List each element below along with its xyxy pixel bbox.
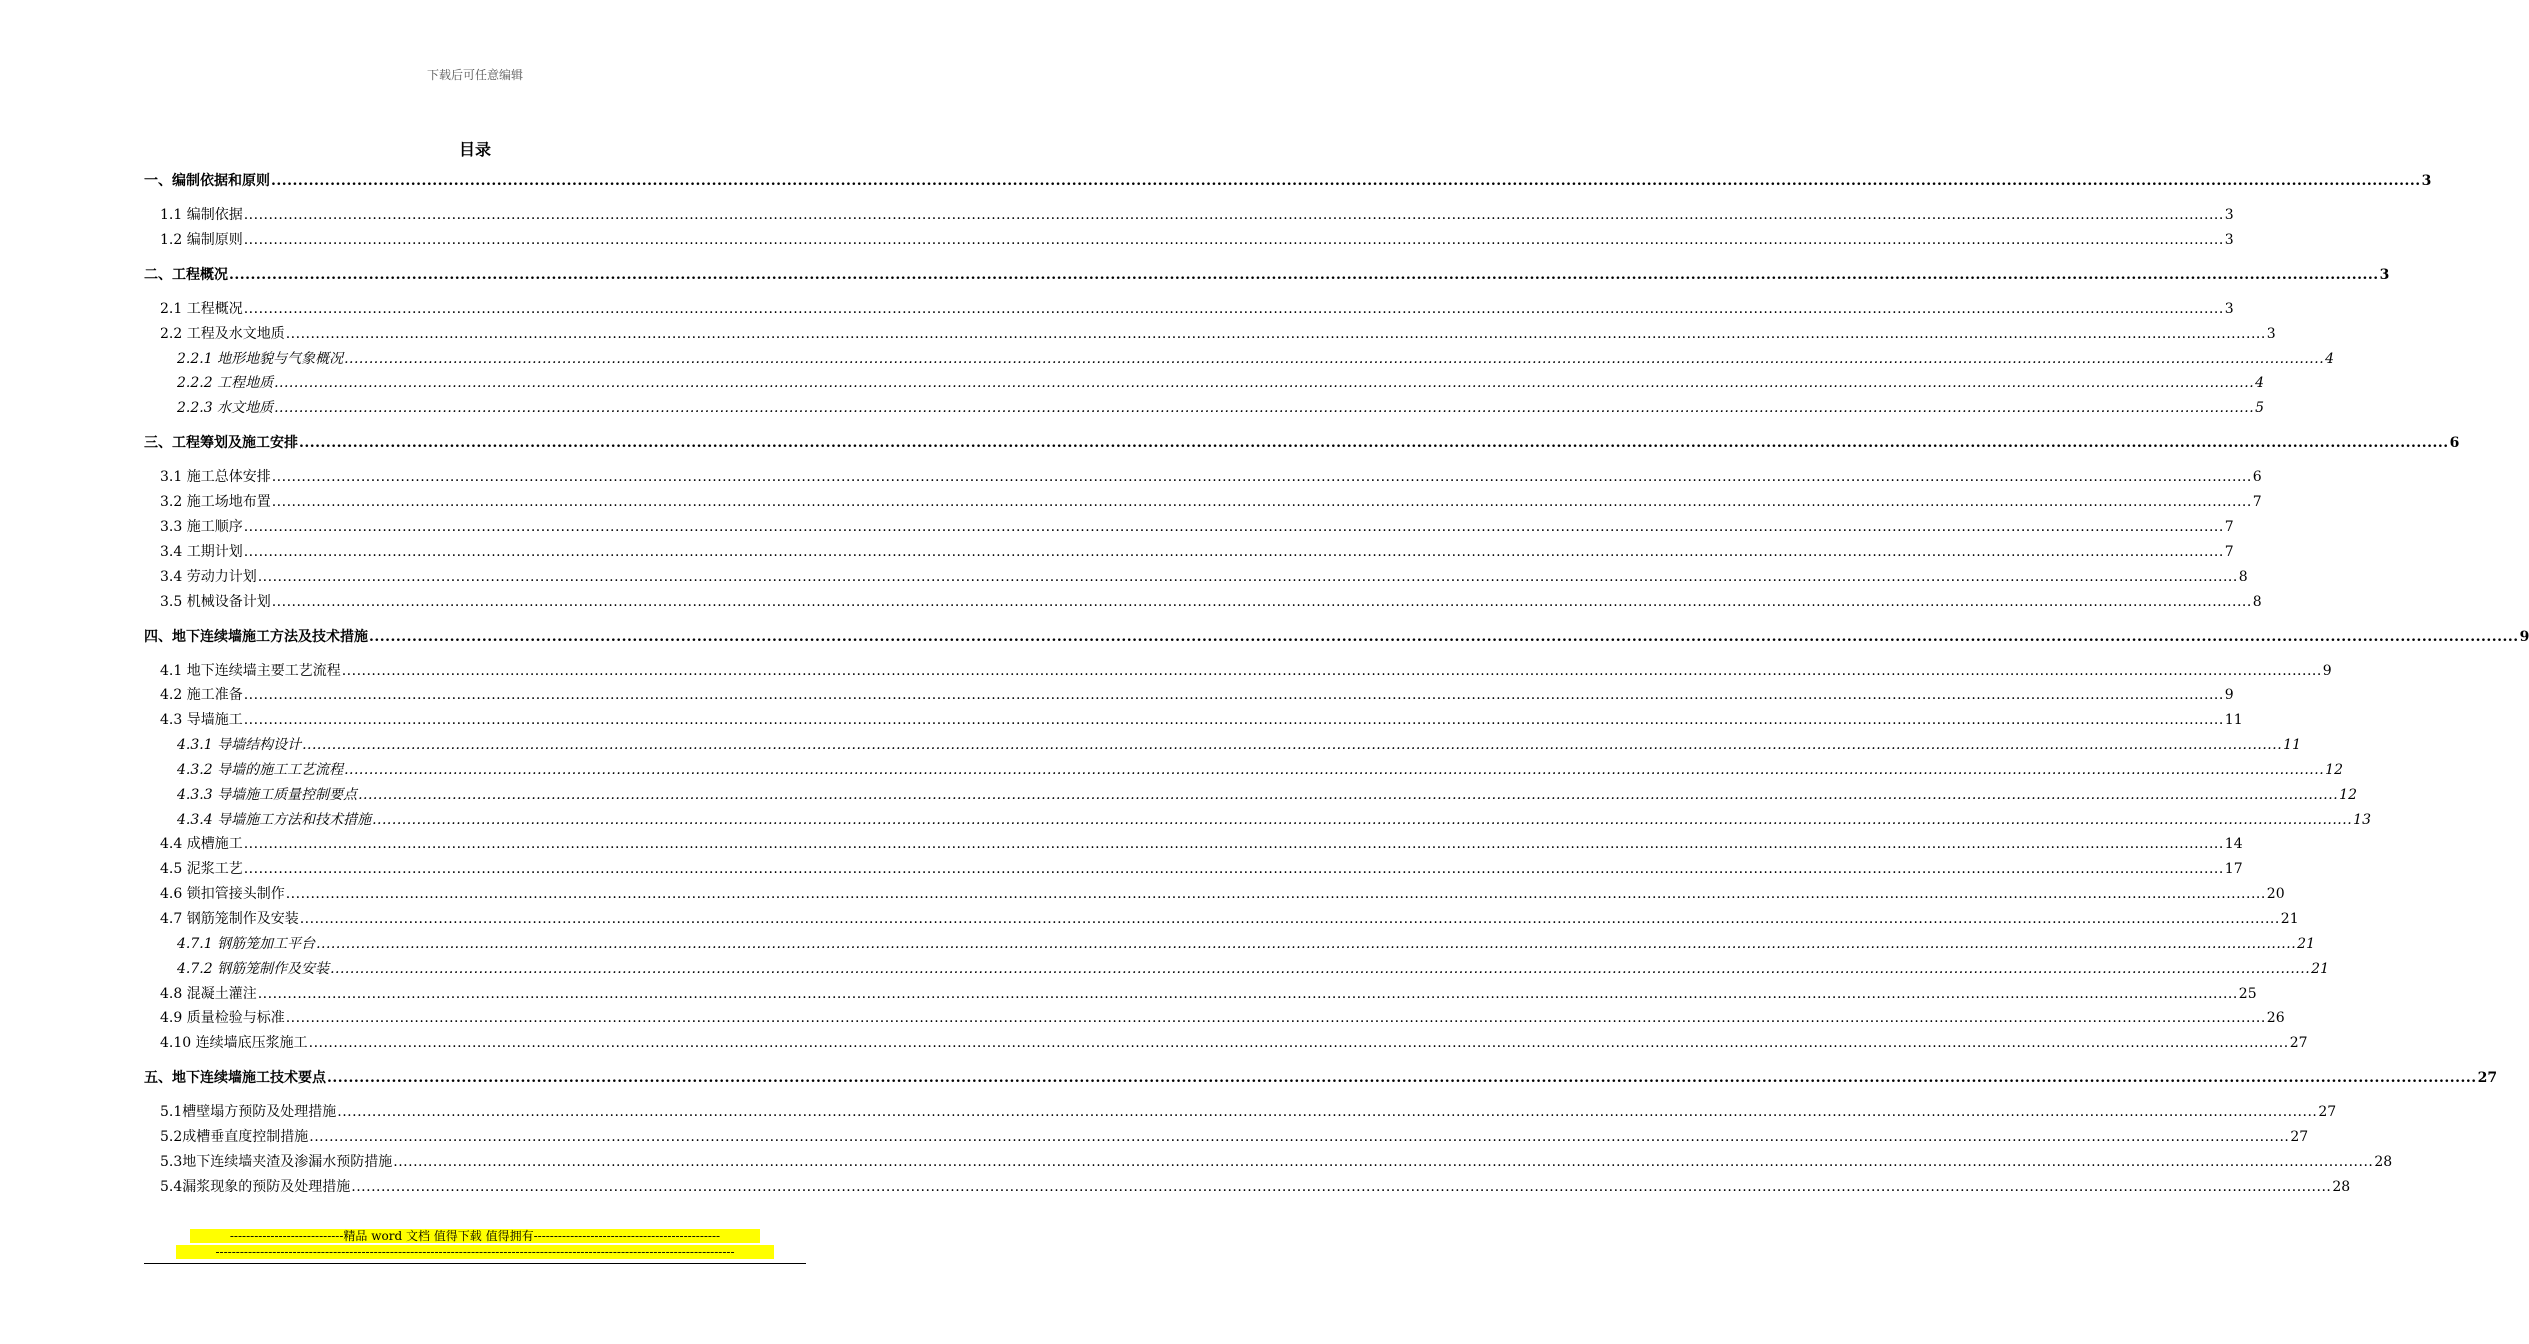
toc-entry-level-3[interactable] xyxy=(144,786,2357,804)
toc-dot-leader: ................................................................................................................................................................................................................................................................................................................................................................................................................ xyxy=(243,687,2224,703)
toc-entry-label: 4.9 质量检验与标准 xyxy=(160,1010,285,1026)
toc-entry-page-number: 6 xyxy=(2252,469,2262,485)
toc-dot-leader: ................................................................................................................................................................................................................................................................................................................................................................................................................ xyxy=(309,1129,2290,1145)
toc-entry-page-number: 11 xyxy=(2224,712,2243,728)
toc-entry-page-number: 8 xyxy=(2252,594,2262,610)
toc-entry-level-2[interactable] xyxy=(144,662,2332,680)
toc-dot-leader: ................................................................................................................................................................................................................................................................................................................................................................................................................ xyxy=(358,787,2339,803)
toc-entry-page-number: 7 xyxy=(2224,519,2234,535)
footer-banner-line-2 xyxy=(0,1245,950,1259)
toc-entry-level-2[interactable] xyxy=(144,493,2262,511)
toc-entry-page-number: 27 xyxy=(2318,1104,2337,1120)
toc-entry-level-2[interactable] xyxy=(144,711,2243,729)
toc-entry-level-1[interactable] xyxy=(144,1069,2498,1087)
toc-dot-leader: ................................................................................................................................................................................................................................................................................................................................................................................................................ xyxy=(330,961,2311,977)
toc-entry-page-number: 27 xyxy=(2289,1035,2308,1051)
toc-dot-leader: ................................................................................................................................................................................................................................................................................................................................................................................................................ xyxy=(393,1154,2374,1170)
toc-dot-leader: ................................................................................................................................................................................................................................................................................................................................................................................................................ xyxy=(274,375,2255,391)
toc-entry-label: 1.1 编制依据 xyxy=(160,207,243,223)
toc-dot-leader: ................................................................................................................................................................................................................................................................................................................................................................................................................ xyxy=(344,762,2325,778)
toc-dot-leader: ................................................................................................................................................................................................................................................................................................................................................................................................................ xyxy=(243,544,2224,560)
toc-entry-label: 4.4 成槽施工 xyxy=(160,836,243,852)
toc-entry-label: 4.7.1 钢筋笼加工平台 xyxy=(177,936,316,952)
toc-dot-leader: ................................................................................................................................................................................................................................................................................................................................................................................................................ xyxy=(341,663,2322,679)
toc-entry-page-number: 14 xyxy=(2224,836,2243,852)
toc-entry-label: 4.5 泥浆工艺 xyxy=(160,861,243,877)
toc-dot-leader: ................................................................................................................................................................................................................................................................................................................................................................................................................ xyxy=(316,936,2297,952)
toc-dot-leader: ................................................................................................................................................................................................................................................................................................................................................................................................................ xyxy=(229,267,2379,283)
toc-entry-page-number: 12 xyxy=(2339,787,2357,803)
toc-entry-page-number: 4 xyxy=(2325,351,2335,367)
toc-entry-label: 3.5 机械设备计划 xyxy=(160,594,271,610)
footer-rule xyxy=(144,1263,806,1264)
toc-entry-page-number: 20 xyxy=(2266,886,2285,902)
toc-entry-label: 4.8 混凝土灌注 xyxy=(160,986,257,1002)
toc-entry-page-number: 7 xyxy=(2224,544,2234,560)
toc-entry-level-3[interactable] xyxy=(144,736,2301,754)
toc-entry-level-2[interactable] xyxy=(144,325,2276,343)
toc-dot-leader: ................................................................................................................................................................................................................................................................................................................................................................................................................ xyxy=(243,232,2224,248)
toc-entry-level-2[interactable] xyxy=(144,860,2243,878)
toc-dot-leader: ................................................................................................................................................................................................................................................................................................................................................................................................................ xyxy=(271,594,2252,610)
toc-dot-leader: ................................................................................................................................................................................................................................................................................................................................................................................................................ xyxy=(344,351,2325,367)
toc-entry-page-number: 26 xyxy=(2266,1010,2285,1026)
toc-entry-level-3[interactable] xyxy=(144,811,2371,829)
toc-dot-leader: ................................................................................................................................................................................................................................................................................................................................................................................................................ xyxy=(243,301,2224,317)
toc-entry-level-2[interactable] xyxy=(144,468,2262,486)
toc-entry-page-number: 8 xyxy=(2238,569,2248,585)
footer-banner-line-1 xyxy=(0,1229,950,1243)
toc-dot-leader: ................................................................................................................................................................................................................................................................................................................................................................................................................ xyxy=(299,435,2449,451)
toc-entry-page-number: 9 xyxy=(2224,687,2234,703)
toc-dot-leader: ................................................................................................................................................................................................................................................................................................................................................................................................................ xyxy=(271,173,2421,189)
header-note: 下载后可任意编辑 xyxy=(426,68,523,82)
toc-dot-leader: ................................................................................................................................................................................................................................................................................................................................................................................................................ xyxy=(372,812,2353,828)
toc-entry-level-2[interactable] xyxy=(144,568,2248,586)
toc-entry-label: 2.2.3 水文地质 xyxy=(177,400,274,416)
toc-dot-leader: ................................................................................................................................................................................................................................................................................................................................................................................................................ xyxy=(243,207,2224,223)
toc-entry-page-number: 28 xyxy=(2374,1154,2393,1170)
toc-entry-page-number: 3 xyxy=(2379,267,2390,283)
toc-entry-page-number: 21 xyxy=(2280,911,2299,927)
toc-entry-level-3[interactable] xyxy=(144,399,2265,417)
toc-entry-level-3[interactable] xyxy=(144,374,2265,392)
toc-entry-level-2[interactable] xyxy=(144,885,2285,903)
toc-dot-leader: ................................................................................................................................................................................................................................................................................................................................................................................................................ xyxy=(285,1010,2266,1026)
toc-entry-page-number: 7 xyxy=(2252,494,2262,510)
toc-dot-leader: ................................................................................................................................................................................................................................................................................................................................................................................................................ xyxy=(271,469,2252,485)
toc-entry-page-number: 3 xyxy=(2421,173,2432,189)
toc-entry-level-1[interactable] xyxy=(144,266,2390,284)
toc-entry-level-2[interactable] xyxy=(144,1103,2337,1121)
toc-entry-page-number: 12 xyxy=(2325,762,2343,778)
toc-entry-level-3[interactable] xyxy=(144,761,2343,779)
toc-entry-label: 4.7.2 钢筋笼制作及安装 xyxy=(177,961,330,977)
toc-entry-page-number: 9 xyxy=(2519,629,2529,645)
toc-entry-label: 5.4漏浆现象的预防及处理措施 xyxy=(160,1179,351,1195)
toc-entry-label: 4.2 施工准备 xyxy=(160,687,243,703)
toc-entry-level-2[interactable] xyxy=(144,1128,2309,1146)
toc-entry-label: 3.2 施工场地布置 xyxy=(160,494,271,510)
footer-banner-text: ----------------------------精品 word 文档 值得下载 值得拥有---------------------------------------------- xyxy=(190,1229,760,1243)
toc-entry-label: 4.3 导墙施工 xyxy=(160,712,243,728)
toc-entry-label: 4.3.3 导墙施工质量控制要点 xyxy=(177,787,358,803)
toc-entry-page-number: 27 xyxy=(2290,1129,2309,1145)
toc-entry-label: 1.2 编制原则 xyxy=(160,232,243,248)
toc-entry-label: 3.3 施工顺序 xyxy=(160,519,243,535)
toc-dot-leader: ................................................................................................................................................................................................................................................................................................................................................................................................................ xyxy=(351,1179,2332,1195)
toc-entry-page-number: 3 xyxy=(2224,207,2234,223)
toc-entry-page-number: 5 xyxy=(2255,400,2265,416)
toc-dot-leader: ................................................................................................................................................................................................................................................................................................................................................................................................................ xyxy=(299,911,2280,927)
toc-entry-label: 4.1 地下连续墙主要工艺流程 xyxy=(160,663,341,679)
toc-entry-page-number: 21 xyxy=(2311,961,2329,977)
toc-entry-level-3[interactable] xyxy=(144,935,2315,953)
toc-entry-label: 3.4 工期计划 xyxy=(160,544,243,560)
toc-entry-page-number: 21 xyxy=(2297,936,2315,952)
toc-dot-leader: ................................................................................................................................................................................................................................................................................................................................................................................................................ xyxy=(243,836,2224,852)
toc-entry-label: 四、地下连续墙施工方法及技术措施 xyxy=(144,629,368,645)
toc-entry-page-number: 4 xyxy=(2255,375,2265,391)
toc-entry-label: 一、编制依据和原则 xyxy=(144,173,270,189)
toc-entry-level-2[interactable] xyxy=(144,910,2299,928)
toc-dot-leader: ................................................................................................................................................................................................................................................................................................................................................................................................................ xyxy=(274,400,2255,416)
toc-entry-label: 4.3.4 导墙施工方法和技术措施 xyxy=(177,812,372,828)
toc-entry-label: 4.3.2 导墙的施工工艺流程 xyxy=(177,762,344,778)
toc-entry-level-2[interactable] xyxy=(144,1034,2308,1052)
toc-entry-label: 5.3地下连续墙夹渣及渗漏水预防措施 xyxy=(160,1154,393,1170)
toc-entry-level-2[interactable] xyxy=(144,518,2234,536)
toc-entry-level-1[interactable] xyxy=(144,628,2529,646)
toc-entry-page-number: 27 xyxy=(2477,1070,2498,1086)
toc-entry-label: 4.7 钢筋笼制作及安装 xyxy=(160,911,299,927)
toc-dot-leader: ................................................................................................................................................................................................................................................................................................................................................................................................................ xyxy=(337,1104,2318,1120)
toc-entry-page-number: 3 xyxy=(2266,326,2276,342)
toc-dot-leader: ................................................................................................................................................................................................................................................................................................................................................................................................................ xyxy=(271,494,2252,510)
toc-entry-label: 5.2成槽垂直度控制措施 xyxy=(160,1129,309,1145)
toc-entry-page-number: 17 xyxy=(2224,861,2243,877)
toc-dot-leader: ................................................................................................................................................................................................................................................................................................................................................................................................................ xyxy=(243,519,2224,535)
toc-entry-level-3[interactable] xyxy=(144,960,2329,978)
toc-dot-leader: ................................................................................................................................................................................................................................................................................................................................................................................................................ xyxy=(257,986,2238,1002)
toc-dot-leader: ................................................................................................................................................................................................................................................................................................................................................................................................................ xyxy=(308,1035,2289,1051)
toc-entry-level-3[interactable] xyxy=(144,350,2335,368)
toc-entry-page-number: 6 xyxy=(2449,435,2460,451)
toc-entry-label: 4.3.1 导墙结构设计 xyxy=(177,737,302,753)
toc-entry-level-2[interactable] xyxy=(144,835,2243,853)
toc-entry-level-2[interactable] xyxy=(144,686,2234,704)
toc-entry-page-number: 3 xyxy=(2224,232,2234,248)
toc-entry-level-2[interactable] xyxy=(144,231,2234,249)
toc-entry-label: 5.1槽壁塌方预防及处理措施 xyxy=(160,1104,337,1120)
toc-entry-label: 4.10 连续墙底压浆施工 xyxy=(160,1035,308,1051)
toc-entry-page-number: 28 xyxy=(2332,1179,2351,1195)
toc-entry-label: 二、工程概况 xyxy=(144,267,228,283)
toc-dot-leader: ................................................................................................................................................................................................................................................................................................................................................................................................................ xyxy=(285,326,2266,342)
toc-entry-page-number: 11 xyxy=(2283,737,2301,753)
toc-entry-page-number: 3 xyxy=(2224,301,2234,317)
toc-entry-page-number: 9 xyxy=(2322,663,2332,679)
toc-entry-label: 4.6 锁扣管接头制作 xyxy=(160,886,285,902)
toc-entry-label: 3.1 施工总体安排 xyxy=(160,469,271,485)
toc-entry-page-number: 25 xyxy=(2238,986,2257,1002)
toc-dot-leader: ................................................................................................................................................................................................................................................................................................................................................................................................................ xyxy=(369,629,2519,645)
toc-entry-label: 三、工程筹划及施工安排 xyxy=(144,435,298,451)
toc-dot-leader: ................................................................................................................................................................................................................................................................................................................................................................................................................ xyxy=(285,886,2266,902)
toc-entry-page-number: 13 xyxy=(2353,812,2371,828)
toc-entry-level-1[interactable] xyxy=(144,172,2432,190)
toc-entry-label: 2.1 工程概况 xyxy=(160,301,243,317)
toc-entry-level-2[interactable] xyxy=(144,1178,2351,1196)
toc-entry-level-1[interactable] xyxy=(144,434,2460,452)
toc-dot-leader: ................................................................................................................................................................................................................................................................................................................................................................................................................ xyxy=(243,712,2224,728)
toc-title: 目录 xyxy=(458,140,491,159)
toc-entry-level-2[interactable] xyxy=(144,593,2262,611)
toc-dot-leader: ................................................................................................................................................................................................................................................................................................................................................................................................................ xyxy=(327,1070,2477,1086)
toc-entry-label: 2.2.2 工程地质 xyxy=(177,375,274,391)
toc-entry-level-2[interactable] xyxy=(144,543,2234,561)
toc-entry-label: 2.2 工程及水文地质 xyxy=(160,326,285,342)
toc-entry-label: 3.4 劳动力计划 xyxy=(160,569,257,585)
toc-entry-level-2[interactable] xyxy=(144,300,2234,318)
toc-dot-leader: ................................................................................................................................................................................................................................................................................................................................................................................................................ xyxy=(302,737,2283,753)
toc-entry-level-2[interactable] xyxy=(144,985,2257,1003)
footer-banner-dashes: -------------------------------------------------------------------------------------------------------------------------------- xyxy=(176,1245,774,1259)
toc-entry-label: 五、地下连续墙施工技术要点 xyxy=(144,1070,326,1086)
toc-entry-level-2[interactable] xyxy=(144,1153,2393,1171)
toc-entry-label: 2.2.1 地形地貌与气象概况 xyxy=(177,351,344,367)
toc-entry-level-2[interactable] xyxy=(144,206,2234,224)
toc-dot-leader: ................................................................................................................................................................................................................................................................................................................................................................................................................ xyxy=(257,569,2238,585)
toc-dot-leader: ................................................................................................................................................................................................................................................................................................................................................................................................................ xyxy=(243,861,2224,877)
toc-entry-level-2[interactable] xyxy=(144,1009,2285,1027)
